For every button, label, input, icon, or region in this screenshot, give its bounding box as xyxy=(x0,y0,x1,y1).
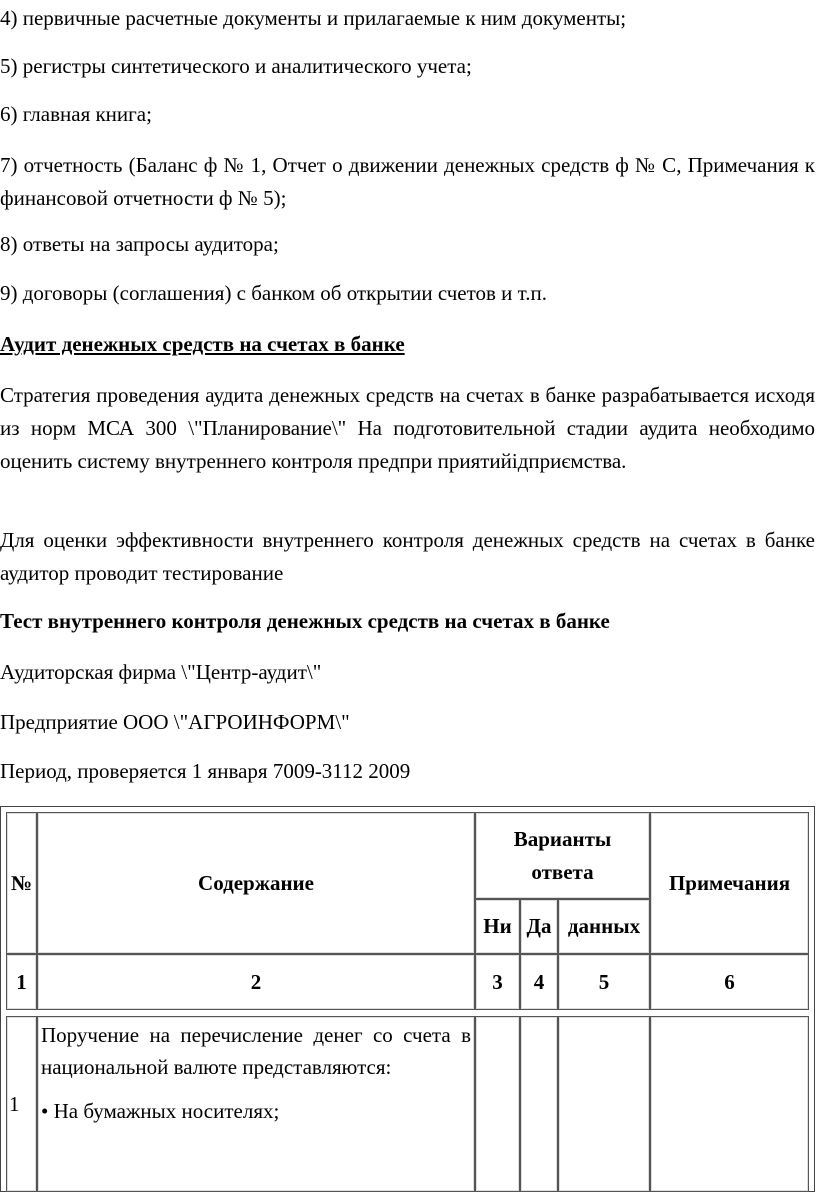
evaluation-paragraph: Для оценки эффективности внутреннего контроля денежных средств на счетах в банке аудитор проводит тестирование xyxy=(0,528,815,585)
list-item-8: 8) ответы на запросы аудитора; xyxy=(0,232,279,256)
table-row-1-notes[interactable] xyxy=(650,1016,809,1192)
list-item-4: 4) первичные расчетные документы и прилагаемые к ним документы; xyxy=(0,6,627,30)
header-data: данных xyxy=(558,899,650,954)
strategy-paragraph: Стратегия проведения аудита денежных средств на счетах в банке разрабатывается исходя из норм МСА 300 \"Планирование\" На подготовительной стадии аудита необходимо оценить систему внутреннего контроля предпри приятийідприємства. xyxy=(0,383,815,473)
audit-firm-line: Аудиторская фирма \"Центр-аудит\" xyxy=(0,660,322,684)
section-heading-bank-audit: Аудит денежных средств на счетах в банке xyxy=(0,332,405,356)
col-number-4: 4 xyxy=(520,954,558,1010)
col-number-3: 3 xyxy=(475,954,520,1010)
col-number-6: 6 xyxy=(650,954,809,1010)
header-content: Содержание xyxy=(37,812,475,954)
header-no: Ни xyxy=(475,899,520,954)
period-line: Период, проверяется 1 января 7009-3112 2009 xyxy=(0,759,411,783)
row-1-description: Поручение на перечисление денег со счета в национальной валюте представляются: xyxy=(41,1023,471,1079)
header-yes: Да xyxy=(520,899,558,954)
internal-control-test-table xyxy=(0,806,815,1192)
row-1-bullet: • На бумажных носителях; xyxy=(41,1099,280,1123)
enterprise-line: Предприятие ООО \"АГРОИНФОРМ\" xyxy=(0,710,350,734)
col-number-2: 2 xyxy=(37,954,475,1010)
test-heading: Тест внутреннего контроля денежных средств на счетах в банке xyxy=(0,609,610,633)
col-number-1: 1 xyxy=(6,954,37,1010)
table-row-1-num: 1 xyxy=(6,1016,37,1192)
header-num: № xyxy=(6,812,37,954)
table-row-1-content xyxy=(37,1016,475,1192)
list-item-5: 5) регистры синтетического и аналитического учета; xyxy=(0,54,472,78)
table-row-1-no[interactable] xyxy=(475,1016,520,1192)
list-item-7: 7) отчетность (Баланс ф № 1, Отчет о движении денежных средств ф № С, Примечания к финансовой отчетности ф № 5); xyxy=(0,153,815,210)
table-row-1-yes[interactable] xyxy=(520,1016,558,1192)
list-item-9: 9) договоры (соглашения) с банком об открытии счетов и т.п. xyxy=(0,281,547,305)
table-row-1-data[interactable] xyxy=(558,1016,650,1192)
header-notes: Примечания xyxy=(650,812,809,954)
header-variants: Варианты ответа xyxy=(475,812,650,899)
list-item-6: 6) главная книга; xyxy=(0,102,152,126)
col-number-5: 5 xyxy=(558,954,650,1010)
